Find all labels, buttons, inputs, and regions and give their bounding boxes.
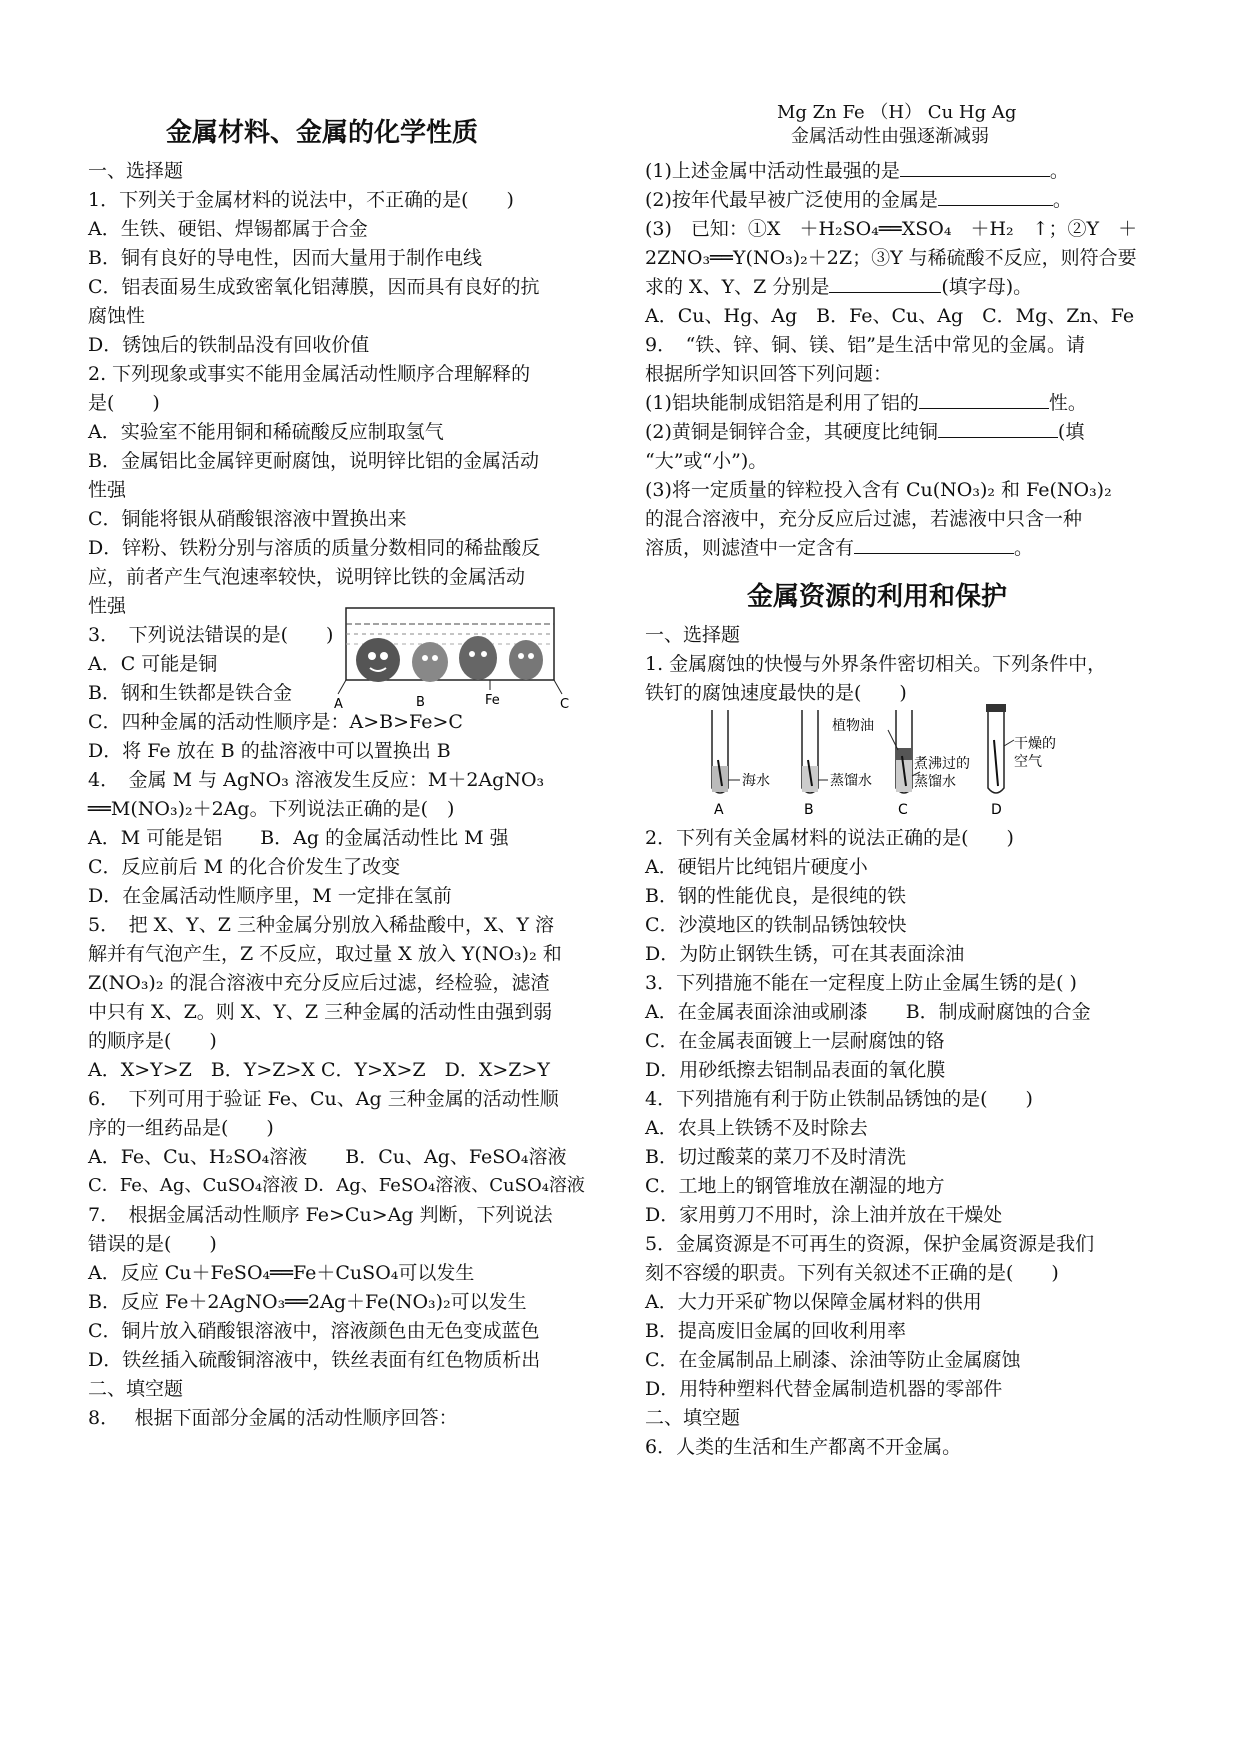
metal-a-figure	[356, 638, 400, 682]
question-6-line-1: 6． 下列可用于验证 Fe、Cu、Ag 三种金属的活动性顺	[88, 1088, 559, 1110]
answer-blank[interactable]	[854, 535, 1014, 554]
label-fe: Fe	[485, 693, 500, 708]
svg-text:蒸馏水: 蒸馏水	[830, 773, 872, 789]
svg-text:海水: 海水	[742, 773, 770, 789]
metal-c-figure	[509, 640, 543, 680]
q9-part-3-line-2: 的混合溶液中，充分反应后过滤，若滤液中只含一种	[645, 508, 1083, 530]
question-6-option-ab: A．Fe、Cu、H₂SO₄溶液 B．Cu、Ag、FeSO₄溶液	[88, 1146, 567, 1168]
question-8-stem: 8． 根据下面部分金属的活动性顺序回答：	[88, 1407, 458, 1429]
question-7-option-b: B．反应 Fe＋2AgNO₃══2Ag＋Fe(NO₃)₂可以发生	[88, 1291, 527, 1313]
section-heading: 一、选择题	[645, 624, 741, 646]
svg-text:植物油: 植物油	[832, 718, 874, 734]
question-9-line-2: 根据所学知识回答下列问题：	[645, 363, 893, 385]
question-2-option-b-cont: 性强	[88, 479, 127, 501]
answer-blank[interactable]	[900, 158, 1050, 177]
svg-text:煮沸过的: 煮沸过的	[914, 756, 970, 772]
p-question-1-line-1: 1. 金属腐蚀的快慢与外界条件密切相关。下列条件中，	[645, 653, 1107, 675]
question-6-line-2: 序的一组药品是( )	[88, 1117, 274, 1139]
q8-part-1: (1)上述金属中活动性最强的是 。	[645, 160, 1069, 182]
p-question-3-stem: 3．下列措施不能在一定程度上防止金属生锈的是( )	[645, 972, 1077, 994]
q8-part-3-line-1: (3) 已知：①X ＋H₂SO₄══XSO₄ ＋H₂ ↑；②Y ＋	[645, 218, 1138, 240]
question-2-option-c: C．铜能将银从硝酸银溶液中置换出来	[88, 508, 407, 530]
answer-blank[interactable]	[938, 419, 1058, 438]
question-5-line-4: 中只有 X、Z。则 X、Y、Z 三种金属的活动性由强到弱	[88, 1001, 553, 1023]
question-3-option-a: A．C 可能是铜	[88, 653, 218, 675]
p-question-2-option-b: B．钢的性能优良，是很纯的铁	[645, 885, 906, 907]
question-2-stem-cont: 是( )	[88, 392, 160, 414]
question-3-option-b: B．钢和生铁都是铁合金	[88, 682, 292, 704]
question-1-option-c: C．铝表面易生成致密氧化铝薄膜，因而具有良好的抗	[88, 276, 540, 298]
svg-text:干燥的: 干燥的	[1014, 736, 1056, 752]
question-1-option-a: A．生铁、硬铝、焊锡都属于合金	[88, 218, 368, 240]
question-4-option-c: C．反应前后 M 的化合价发生了改变	[88, 856, 401, 878]
question-1-stem: 1．下列关于金属材料的说法中，不正确的是( )	[88, 189, 514, 211]
q9-part-2-cont: “大”或“小”)。	[645, 450, 768, 472]
p-question-5-option-c: C．在金属制品上刷漆、涂油等防止金属腐蚀	[645, 1349, 1021, 1371]
question-2-option-d-cont2: 性强	[88, 595, 127, 617]
label-b: B	[416, 695, 425, 710]
question-4-stem: 4． 金属 M 与 AgNO₃ 溶液发生反应：M＋2AgNO₃	[88, 769, 545, 791]
p-question-3-option-d: D．用砂纸擦去铝制品表面的氧化膜	[645, 1059, 946, 1081]
p-question-5-option-b: B．提高废旧金属的回收利用率	[645, 1320, 906, 1342]
question-3-option-c: C．四种金属的活动性顺序是：A>B>Fe>C	[88, 711, 463, 733]
question-7-line-2: 错误的是( )	[88, 1233, 217, 1255]
question-4-stem-cont: ══M(NO₃)₂＋2Ag。下列说法正确的是( )	[88, 798, 455, 820]
section-heading: 一、选择题	[88, 160, 184, 182]
svg-text:空气: 空气	[1014, 754, 1042, 770]
p-question-5-option-d: D．用特种塑料代替金属制造机器的零部件	[645, 1378, 1003, 1400]
label-a: A	[334, 697, 343, 712]
question-7-option-a: A．反应 Cu＋FeSO₄══Fe＋CuSO₄可以发生	[88, 1262, 475, 1284]
question-2-option-d: D．锌粉、铁粉分别与溶质的质量分数相同的稀盐酸反	[88, 537, 541, 559]
p-question-5-option-a: A．大力开采矿物以保障金属材料的供用	[645, 1291, 982, 1313]
q8-options: A．Cu、Hg、Ag B．Fe、Cu、Ag C．Mg、Zn、Fe	[645, 305, 1135, 327]
question-1-option-c-cont: 腐蚀性	[88, 305, 146, 327]
question-4-option-ab: A．M 可能是铝 B．Ag 的金属活动性比 M 强	[88, 827, 509, 849]
p-question-4-option-d: D．家用剪刀不用时，涂上油并放在干燥处	[645, 1204, 1003, 1226]
metal-fe-figure	[459, 636, 497, 680]
section-title: 金属资源的利用和保护	[747, 582, 1008, 612]
q9-part-2: (2)黄铜是铜锌合金，其硬度比纯铜 (填	[645, 421, 1085, 443]
svg-text:C: C	[898, 802, 908, 818]
answer-blank[interactable]	[938, 187, 1053, 206]
question-7-line-1: 7． 根据金属活动性顺序 Fe>Cu>Ag 判断，下列说法	[88, 1204, 553, 1226]
svg-text:蒸馏水: 蒸馏水	[914, 774, 956, 790]
q8-part-3-line-3: 求的 X、Y、Z 分别是 (填字母)。	[645, 276, 1033, 298]
test-tube-figure	[700, 700, 1090, 818]
q9-part-3-line-1: (3)将一定质量的锌粒投入含有 Cu(NO₃)₂ 和 Fe(NO₃)₂	[645, 479, 1112, 501]
p-question-3-option-c: C．在金属表面镀上一层耐腐蚀的铬	[645, 1030, 945, 1052]
p-question-4-option-a: A．农具上铁锈不及时除去	[645, 1117, 868, 1139]
tube-d	[986, 704, 1056, 818]
p-question-2-stem: 2．下列有关金属材料的说法正确的是( )	[645, 827, 1014, 849]
p-question-3-option-ab: A．在金属表面涂油或刷漆 B．制成耐腐蚀的合金	[645, 1001, 1091, 1023]
p-question-2-option-a: A．硬铝片比纯铝片硬度小	[645, 856, 868, 878]
answer-blank[interactable]	[919, 390, 1049, 409]
q8-part-2: (2)按年代最早被广泛使用的金属是 。	[645, 189, 1072, 211]
question-7-option-c: C．铜片放入硝酸银溶液中，溶液颜色由无色变成蓝色	[88, 1320, 540, 1342]
question-7-option-d: D．铁丝插入硫酸铜溶液中，铁丝表面有红色物质析出	[88, 1349, 541, 1371]
p-question-6: 6．人类的生活和生产都离不开金属。	[645, 1436, 962, 1458]
question-5-line-5: 的顺序是( )	[88, 1030, 217, 1052]
tube-a	[712, 710, 770, 818]
page-title: 金属材料、金属的化学性质	[166, 118, 479, 148]
question-2-option-a: A．实验室不能用铜和稀硫酸反应制取氢气	[88, 421, 444, 443]
q9-part-3-line-3: 溶质，则滤渣中一定含有 。	[645, 537, 1034, 559]
p-question-4-option-b: B．切过酸菜的菜刀不及时清洗	[645, 1146, 906, 1168]
question-6-option-cd: C．Fe、Ag、CuSO₄溶液 D．Ag、FeSO₄溶液、CuSO₄溶液	[88, 1175, 585, 1196]
question-2-option-d-cont: 应，前者产生气泡速率较快，说明锌比铁的金属活动	[88, 566, 526, 588]
p-question-2-option-c: C．沙漠地区的铁制品锈蚀较快	[645, 914, 907, 936]
activity-series: Mg Zn Fe （H） Cu Hg Ag	[777, 102, 1017, 123]
question-3-stem: 3． 下列说法错误的是( )	[88, 624, 334, 646]
metals-in-acid-figure	[334, 606, 608, 716]
q9-part-1: (1)铝块能制成铝箔是利用了铝的 性。	[645, 392, 1087, 414]
question-9-line-1: 9． “铁、锌、铜、镁、铝”是生活中常见的金属。请	[645, 334, 1086, 356]
q8-part-3-line-2: 2ZNO₃══Y(NO₃)₂＋2Z；③Y 与稀硫酸不反应，则符合要	[645, 247, 1137, 269]
svg-text:A: A	[714, 802, 724, 818]
question-5-line-2: 解并有气泡产生，Z 不反应，取过量 X 放入 Y(NO₃)₂ 和	[88, 943, 562, 965]
question-2-stem: 2. 下列现象或事实不能用金属活动性顺序合理解释的	[88, 363, 531, 385]
activity-series-note: 金属活动性由强逐渐减弱	[791, 126, 989, 147]
svg-text:B: B	[804, 802, 814, 818]
p-question-5-line-2: 刻不容缓的职责。下列有关叙述不正确的是( )	[645, 1262, 1059, 1284]
metal-b-figure	[412, 642, 448, 682]
p-question-2-option-d: D．为防止钢铁生锈，可在其表面涂油	[645, 943, 965, 965]
p-question-1-line-2: 铁钉的腐蚀速度最快的是( )	[645, 682, 907, 704]
svg-text:D: D	[991, 802, 1002, 818]
label-c: C	[560, 697, 570, 712]
question-5-options: A．X>Y>Z B．Y>Z>X C．Y>X>Z D．X>Z>Y	[88, 1059, 550, 1081]
p-question-4-stem: 4．下列措施有利于防止铁制品锈蚀的是( )	[645, 1088, 1033, 1110]
section-heading-fill: 二、填空题	[645, 1407, 741, 1429]
question-1-option-b: B．铜有良好的导电性，因而大量用于制作电线	[88, 247, 482, 269]
section-heading-fill: 二、填空题	[88, 1378, 184, 1400]
question-2-option-b: B．金属铝比金属锌更耐腐蚀，说明锌比铝的金属活动	[88, 450, 539, 472]
question-3-option-d: D．将 Fe 放在 B 的盐溶液中可以置换出 B	[88, 740, 451, 762]
tube-c	[832, 710, 970, 818]
p-question-5-line-1: 5．金属资源是不可再生的资源，保护金属资源是我们	[645, 1233, 1095, 1255]
question-5-line-1: 5． 把 X、Y、Z 三种金属分别放入稀盐酸中，X、Y 溶	[88, 914, 555, 936]
question-4-option-d: D．在金属活动性顺序里，M 一定排在氢前	[88, 885, 452, 907]
question-1-option-d: D．锈蚀后的铁制品没有回收价值	[88, 334, 370, 356]
answer-blank[interactable]	[829, 274, 941, 293]
p-question-4-option-c: C．工地上的钢管堆放在潮湿的地方	[645, 1175, 945, 1197]
question-5-line-3: Z(NO₃)₂ 的混合溶液中充分反应后过滤，经检验，滤渣	[88, 972, 550, 994]
